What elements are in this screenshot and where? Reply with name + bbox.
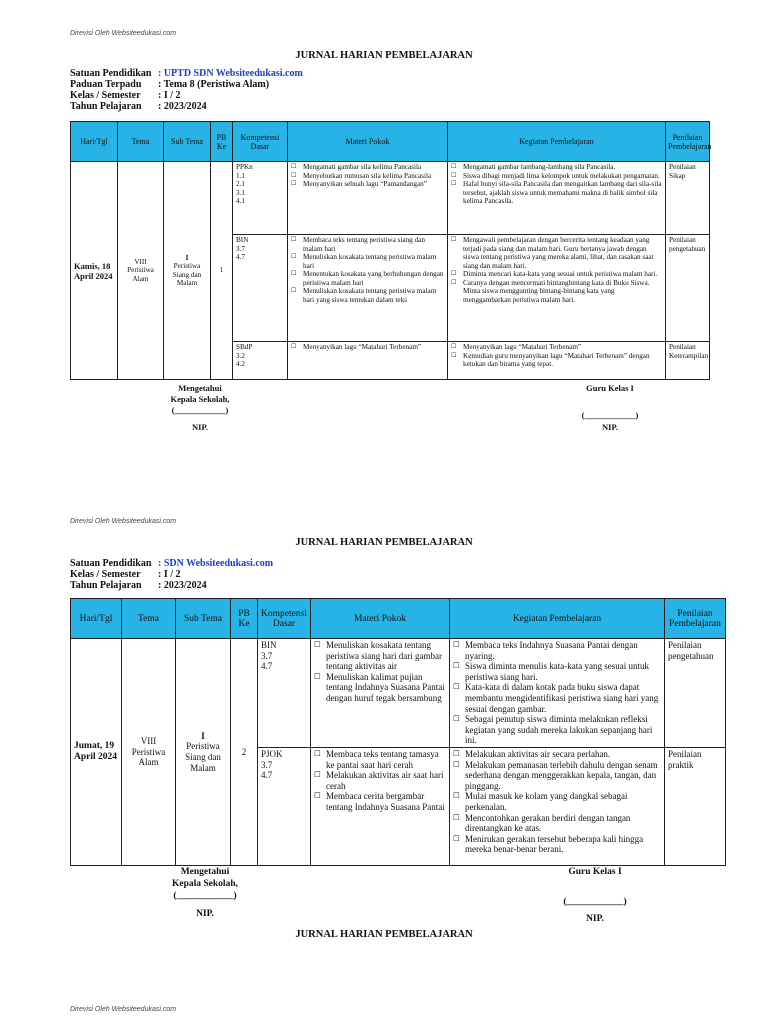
hari-cell: Kamis, 18 April 2024 [71, 162, 118, 380]
header-subtema: Sub Tema [164, 122, 211, 162]
list-item: ☐ Melakukan aktivitas air secara perlahan. [453, 749, 661, 760]
list-item: ☐ Membaca cerita bergambar tentang Indahnya Suasana Pantai [314, 791, 446, 812]
sign-nip: NIP. [196, 909, 214, 919]
list-item: ☐ Kemudian guru menyanyikan lagu “Matahari Terbenam” dengan ketukan dan birama yang tepat. [451, 352, 662, 369]
list-item: ☐ Hafal bunyi sila-sila Pancasila dan mengaitkan lambang dari sila-sila tersebut, ajaklah siswa untuk memahami makna di balik simbol sila kelima Pancasila. [451, 180, 662, 206]
list-item: ☐ Menyanyikan lagu “Matahari Terbenam” [291, 343, 444, 352]
journal-table-1 [70, 121, 710, 380]
pb-cell: 1 [211, 162, 233, 380]
list-item: ☐ Menuliskan kosakata tentang peristiwa malam hari [291, 253, 444, 270]
subtema-number: I [201, 730, 205, 741]
list-item: ☐ Mengawali pembelajaran dengan bercerita tentang keadaan yang terjadi pada siang dan malam hari. Guru bertanya jawab dengan siswa tentang peristiwa yang mereka alami, lihat, dan rasakan saat siang dan malam hari. [451, 236, 662, 270]
header-tema: Tema [118, 122, 164, 162]
materi-cell [288, 162, 448, 235]
school-link[interactable]: : UPTD SDN Websiteedukasi.com [158, 68, 303, 79]
kd-cell: BIN 3.7 4.7 [233, 235, 288, 342]
sign-paren: (____________) [581, 410, 639, 420]
header-tema: Tema [122, 599, 176, 639]
info-label: Kelas / Semester [70, 90, 141, 101]
info-row [70, 580, 273, 591]
list-item: ☐ Membaca teks tentang peristiwa siang dan malam hari [291, 236, 444, 253]
list-item: ☐ Caranya dengan mencermati bintangbintang kata di Buku Siswa. Minta siswa menggunting bintang-bintang kata yang menggambarkan peristiwa malam hari. [451, 279, 662, 305]
list-item: ☐ Membaca teks tentang tamasya ke pantai saat hari cerah [314, 749, 446, 770]
info-label: Tahun Pelajaran [70, 580, 142, 591]
kegiatan-cell [448, 342, 666, 380]
list-item: ☐ Mulai masuk ke kolam yang dangkal sebagai perkenalan. [453, 791, 661, 812]
list-item: ☐ Menuliskan kosakata tentang peristiwa siang hari dari gambar tentang aktivitas air [314, 640, 446, 672]
materi-cell [311, 747, 450, 865]
header-materi: Materi Pokok [311, 599, 450, 639]
info-value: : 2023/2024 [158, 580, 207, 591]
journal-info-2 [70, 558, 273, 591]
header-hari: Hari/Tgl [71, 122, 118, 162]
subtema-cell [164, 162, 211, 380]
watermark-middle: Direvisi Oleh Websiteedukasi.com [70, 518, 177, 525]
list-item: ☐ Siswa diminta menulis kata-kata yang sesuai untuk peristiwa siang hari. [453, 661, 661, 682]
list-item: ☐ Menentukan kosakata yang berhubungan dengan peristiwa malam hari [291, 270, 444, 287]
header-pb: PB Ke [211, 122, 233, 162]
journal-title-2: JURNAL HARIAN PEMBELAJARAN [295, 537, 473, 548]
info-row [70, 569, 273, 580]
subtema-label: Peristiwa Siang dan Malam [172, 262, 202, 287]
penilaian-cell: Penilaian pengetahuan [666, 235, 710, 342]
signature-right-1 [560, 383, 660, 433]
sign-line2: Kepala Sekolah, [170, 394, 230, 404]
penilaian-cell: Penilaian pengetahuan [665, 639, 726, 748]
list-item: ☐ Menuliskan kalimat pujian tentang Indahnya Suasana Pantai dengan huruf tegak bersambung [314, 672, 446, 704]
kd-cell: BIN 3.7 4.7 [258, 639, 311, 748]
info-label: Tahun Pelajaran [70, 101, 142, 112]
signature-right-2 [545, 866, 645, 925]
info-row [70, 101, 303, 112]
info-value: : 2023/2024 [158, 101, 207, 112]
header-kd: Kompetensi Dasar [233, 122, 288, 162]
info-label: Satuan Pendidikan [70, 558, 152, 569]
header-kegiatan: Kegiatan Pembelajaran [448, 122, 666, 162]
header-penilaian: Penilaian Pembelajaran [665, 599, 726, 639]
sign-nip: NIP. [602, 422, 618, 432]
list-item: ☐ Menyebutkan rumusan sila kelima Pancasila [291, 172, 444, 181]
info-row [70, 558, 273, 569]
list-item: ☐ Diminta mencari kata-kata yang sesuai untuk peristiwa malam hari. [451, 270, 662, 279]
kegiatan-cell [450, 747, 665, 865]
kegiatan-cell [448, 162, 666, 235]
sign-line1: Mengetahui [178, 383, 222, 393]
materi-cell [288, 342, 448, 380]
sign-line1: Guru Kelas I [568, 867, 622, 877]
journal-info-1 [70, 68, 303, 112]
materi-cell [288, 235, 448, 342]
sign-line2: Kepala Sekolah, [172, 879, 238, 889]
info-row [70, 68, 303, 79]
kd-cell: PJOK 3.7 4.7 [258, 747, 311, 865]
list-item: ☐ Membaca teks Indahnya Suasana Pantai dengan nyaring. [453, 640, 661, 661]
list-item: ☐ Mencontohkan gerakan berdiri dengan tangan direntangkan ke atas. [453, 813, 661, 834]
list-item: ☐ Kata-kata di dalam kotak pada buku siswa dapat membantu mengidentifikasi peristiwa siang hari yang sesuai dengan gambar. [453, 682, 661, 714]
tema-cell: VIII Peristiwa Alam [122, 639, 176, 866]
list-item: ☐ Menuliskan kosakata tentang peristiwa malam hari yang siswa temukan dalam teks [291, 287, 444, 304]
sign-paren: (____________) [173, 891, 237, 901]
tema-cell: VIII Peristiwa Alam [118, 162, 164, 380]
list-item: ☐ Melakukan pemanasan terlebih dahulu dengan senam sederhana dengan menggerakkan kepala, tangan, dan pinggang. [453, 760, 661, 792]
signature-left-1 [150, 383, 250, 433]
sign-paren: (____________) [171, 405, 229, 415]
info-row [70, 79, 303, 90]
list-item: ☐ Mengamati gambar lambang-lambang sila Pancasila. [451, 163, 662, 172]
header-penilaian: Penilaian Pembelajaran [666, 122, 710, 162]
info-value: : I / 2 [158, 569, 181, 580]
journal-title-3: JURNAL HARIAN PEMBELAJARAN [295, 929, 473, 940]
list-item: ☐ Menyanyikan sebuah lagu “Pamandangan” [291, 180, 444, 189]
school-link[interactable]: : SDN Websiteedukasi.com [158, 558, 274, 569]
list-item: ☐ Mengamati gambar sila kelima Pancasila [291, 163, 444, 172]
header-hari: Hari/Tgl [71, 599, 122, 639]
list-item: ☐ Menyanyikan lagu “Matahari Terbenam” [451, 343, 662, 352]
kd-cell: SBdP 3.2 4.2 [233, 342, 288, 380]
sign-line1: Mengetahui [180, 867, 230, 877]
penilaian-cell: Penilaian praktik [665, 747, 726, 865]
table-row [71, 162, 710, 235]
kegiatan-cell [448, 235, 666, 342]
header-kegiatan: Kegiatan Pembelajaran [450, 599, 665, 639]
header-kd: Kompetensi Dasar [258, 599, 311, 639]
header-pb: PB Ke [231, 599, 258, 639]
info-label: Kelas / Semester [70, 569, 141, 580]
info-label: Satuan Pendidikan [70, 68, 152, 79]
penilaian-cell: Penilaian Sikap [666, 162, 710, 235]
header-subtema: Sub Tema [176, 599, 231, 639]
pb-cell: 2 [231, 639, 258, 866]
penilaian-cell: Penilaian Keterampilan [666, 342, 710, 380]
sign-nip: NIP. [192, 422, 208, 432]
list-item: ☐ Menirukan gerakan tersebut beberapa kali hingga mereka benar-benar berani. [453, 834, 661, 855]
watermark-top: Direvisi Oleh Websiteedukasi.com [70, 30, 177, 37]
hari-cell: Jumat, 19 April 2024 [71, 639, 122, 866]
subtema-label: Peristiwa Siang dan Malam [185, 741, 221, 773]
list-item: ☐ Siswa dibagi menjadi lima kelompok untuk melakukan pengamatan. [451, 172, 662, 181]
list-item: ☐ Melakukan aktivitas air saat hari cerah [314, 770, 446, 791]
info-value: : Tema 8 (Peristiwa Alam) [158, 79, 270, 90]
journal-title-1: JURNAL HARIAN PEMBELAJARAN [295, 50, 473, 61]
journal-table-2 [70, 598, 726, 866]
table-row [71, 639, 726, 748]
list-item: ☐ Sebagai penutup siswa diminta melakukan refleksi kegiatan yang sudah mereka lakukan sepanjang hari ini. [453, 714, 661, 746]
table-header-row [71, 599, 726, 639]
sign-paren: (____________) [563, 897, 627, 907]
subtema-cell [176, 639, 231, 866]
kd-cell: PPKn 1.1 2.1 3.1 4.1 [233, 162, 288, 235]
subtema-number: I [185, 253, 189, 262]
sign-nip: NIP. [586, 914, 604, 924]
info-value: : I / 2 [158, 90, 181, 101]
info-row [70, 90, 303, 101]
signature-left-2 [155, 866, 255, 920]
info-label: Paduan Terpadu [70, 79, 142, 90]
header-materi: Materi Pokok [288, 122, 448, 162]
kegiatan-cell [450, 639, 665, 748]
table-header-row [71, 122, 710, 162]
watermark-bottom: Direvisi Oleh Websiteedukasi.com [70, 1006, 177, 1013]
sign-line1: Guru Kelas I [586, 383, 634, 393]
materi-cell [311, 639, 450, 748]
